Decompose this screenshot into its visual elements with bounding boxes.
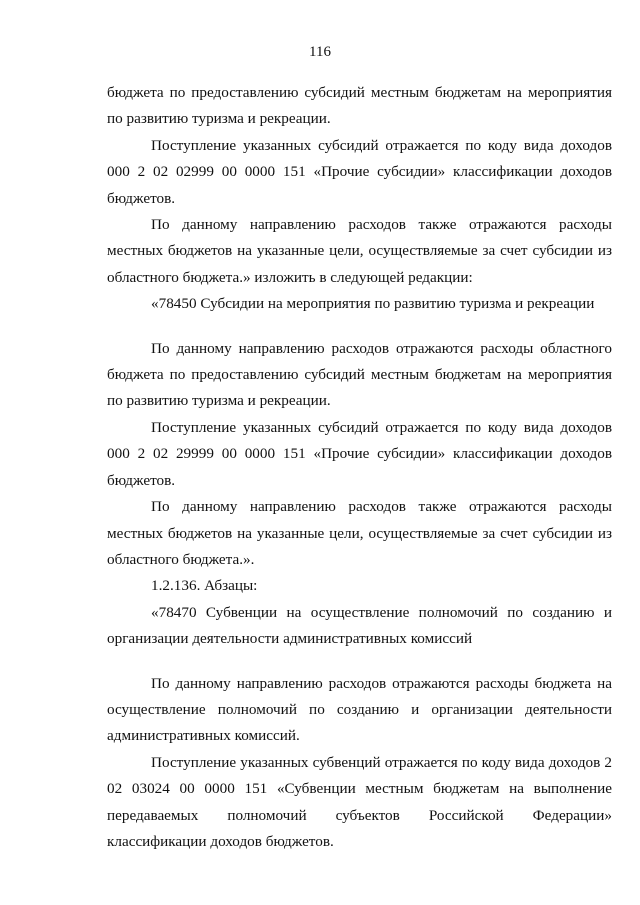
- heading-78470: «78470 Субвенции на осуществление полномочий по созданию и организации деятельности административных комиссий: [107, 603, 612, 648]
- clause-1-2-136: 1.2.136. Абзацы:: [151, 577, 258, 595]
- paragraph-7: По данному направлению расходов также отражаются расходы местных бюджетов на указанные цели, осуществляемые за счет субсидии из областного бюджета.».: [107, 498, 612, 568]
- paragraph-10: По данному направлению расходов отражаются расходы бюджета на осуществление полномочий по созданию и организации деятельности административных комиссий.: [107, 674, 612, 745]
- paragraph-2: Поступление указанных субсидий отражается по коду вида доходов 000 2 02 02999 00 0000 151 «Прочие субсидии» классификации доходов бюджетов.: [107, 136, 612, 207]
- page-number: 116: [309, 44, 331, 60]
- paragraph-3: По данному направлению расходов также отражаются расходы местных бюджетов на указанные цели, осуществляемые за счет субсидии из областного бюджета.» изложить в следующей редакции:: [107, 216, 612, 286]
- paragraph-6: Поступление указанных субсидий отражается по коду вида доходов 000 2 02 29999 00 0000 151 «Прочие субсидии» классификации доходов бюджетов.: [107, 418, 612, 489]
- heading-78450: «78450 Субсидии на мероприятия по развитию туризма и рекреации: [151, 295, 595, 313]
- document-body: [107, 80, 612, 855]
- paragraph-1: бюджета по предоставлению субсидий местным бюджетам на мероприятия по развитию туризма и рекреации.: [107, 84, 612, 128]
- paragraph-5: По данному направлению расходов отражаются расходы областного бюджета по предоставлению субсидий местным бюджетам на мероприятия по развитию туризма и рекреации.: [107, 339, 612, 410]
- paragraph-11: Поступление указанных субвенций отражается по коду вида доходов 2 02 03024 00 0000 151 «Субвенции местным бюджетам на выполнение передаваемых полномочий субъектов Российской Федерации» классификации доходов бюджетов.: [107, 753, 612, 850]
